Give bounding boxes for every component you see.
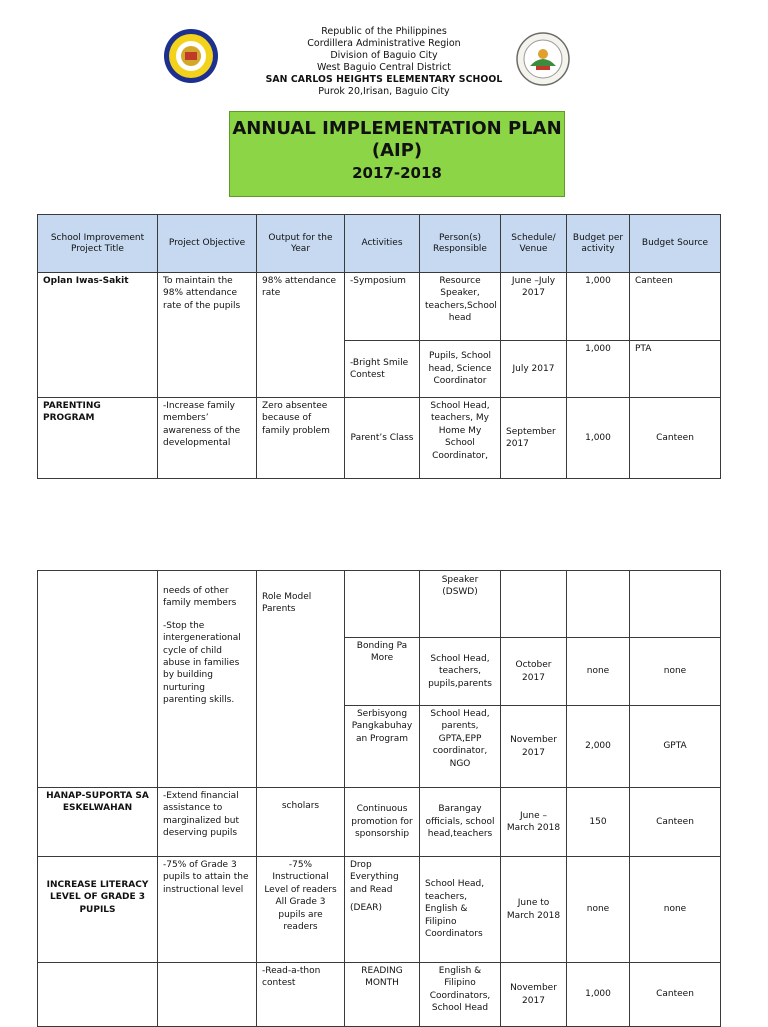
source-cell: Canteen (630, 398, 721, 479)
output-cell: Zero absentee because of family problem (257, 398, 345, 479)
source-cell: none (630, 857, 721, 963)
budget-cell (567, 571, 630, 638)
budget-cell: 150 (567, 788, 630, 857)
activity-cell (345, 857, 420, 963)
col-header-project-title: School Improvement Project Title (38, 215, 158, 273)
document-subtitle: (AIP) (371, 140, 423, 161)
project-title-cell: Oplan Iwas-Sakit (38, 273, 158, 398)
schedule-cell: November 2017 (501, 706, 567, 788)
objective-cell (158, 571, 257, 788)
table-row (38, 571, 721, 638)
col-header-schedule: Schedule/ Venue (501, 215, 567, 273)
project-title-cell (38, 571, 158, 788)
output-cell: -75% Instructional Level of readers All Grade 3 pupils are readers (257, 857, 345, 963)
school-address: Purok 20,Irisan, Baguio City (318, 86, 450, 97)
schedule-cell: November 2017 (501, 963, 567, 1027)
objective-cell: To maintain the 98% attendance rate of the pupils (158, 273, 257, 398)
output-cell: Role Model Parents (257, 571, 345, 788)
source-cell: Canteen (630, 788, 721, 857)
schedule-cell: June to March 2018 (501, 857, 567, 963)
persons-cell: School Head, parents, GPTA,EPP coordinator, NGO (420, 706, 501, 788)
col-header-persons: Person(s) Responsible (420, 215, 501, 273)
project-title-cell: PARENTING PROGRAM (38, 398, 158, 479)
budget-cell: 1,000 (567, 963, 630, 1027)
aip-table-page2 (37, 570, 721, 1027)
budget-cell: 1,000 (567, 398, 630, 479)
project-title-cell: HANAP-SUPORTA SA ESKELWAHAN (38, 788, 158, 857)
table-row (38, 273, 721, 341)
table-row (38, 398, 721, 479)
schedule-cell: June – March 2018 (501, 788, 567, 857)
school-name: SAN CARLOS HEIGHTS ELEMENTARY SCHOOL (265, 74, 503, 85)
persons-cell: School Head, teachers, pupils,parents (420, 638, 501, 706)
activity-text: Drop Everything and Read (350, 860, 399, 895)
col-header-source: Budget Source (630, 215, 721, 273)
header-line-1: Republic of the Philippines (321, 26, 447, 37)
output-cell: 98% attendance rate (257, 273, 345, 398)
activity-cell: -Bright Smile Contest (345, 341, 420, 398)
table-row (38, 788, 721, 857)
persons-cell: Barangay officials, school head,teachers (420, 788, 501, 857)
title-box (229, 111, 565, 197)
table-row (38, 963, 721, 1027)
source-cell: Canteen (630, 963, 721, 1027)
col-header-budget: Budget per activity (567, 215, 630, 273)
header-line-3: Division of Baguio City (330, 50, 438, 61)
header-line-4: West Baguio Central District (317, 62, 451, 73)
schedule-cell: July 2017 (501, 341, 567, 398)
project-title-cell: INCREASE LITERACY LEVEL OF GRADE 3 PUPILS (38, 857, 158, 963)
persons-cell: Speaker (DSWD) (420, 571, 501, 638)
activity-cell: Continuous promotion for sponsorship (345, 788, 420, 857)
output-cell: scholars (257, 788, 345, 857)
budget-cell: none (567, 857, 630, 963)
budget-cell: 1,000 (567, 341, 630, 398)
schedule-cell (501, 571, 567, 638)
document-year: 2017-2018 (352, 164, 442, 182)
objective-text: needs of other family members (163, 586, 237, 609)
col-header-activities: Activities (345, 215, 420, 273)
header-line-2: Cordillera Administrative Region (307, 38, 461, 49)
source-cell: GPTA (630, 706, 721, 788)
activity-cell: -Symposium (345, 273, 420, 341)
project-title-cell (38, 963, 158, 1027)
objective-cell (158, 963, 257, 1027)
activity-cell: Bonding Pa More (345, 638, 420, 706)
objective-cell: -75% of Grade 3 pupils to attain the instructional level (158, 857, 257, 963)
activity-cell (345, 571, 420, 638)
schedule-cell: September 2017 (501, 398, 567, 479)
source-cell (630, 571, 721, 638)
activity-text: (DEAR) (350, 903, 383, 914)
col-header-output: Output for the Year (257, 215, 345, 273)
schedule-cell: October 2017 (501, 638, 567, 706)
col-header-objective: Project Objective (158, 215, 257, 273)
source-cell: none (630, 638, 721, 706)
budget-cell: 1,000 (567, 273, 630, 341)
persons-cell: School Head, teachers, My Home My School Coordinator, (420, 398, 501, 479)
objective-cell: -Extend financial assistance to marginalized but deserving pupils (158, 788, 257, 857)
source-cell: Canteen (630, 273, 721, 341)
source-cell: PTA (630, 341, 721, 398)
budget-cell: none (567, 638, 630, 706)
activity-cell: Serbisyong Pangkabuhay an Program (345, 706, 420, 788)
objective-text: -Stop the intergenerational cycle of child abuse in families by building nurturing parenting skills. (163, 620, 241, 706)
persons-cell: English & Filipino Coordinators, School Head (420, 963, 501, 1027)
document-title: ANNUAL IMPLEMENTATION PLAN (232, 118, 562, 139)
table-row (38, 857, 721, 963)
persons-cell: Resource Speaker, teachers,School head (420, 273, 501, 341)
activity-cell: Parent’s Class (345, 398, 420, 479)
persons-cell: School Head, teachers, English & Filipino Coordinators (420, 857, 501, 963)
output-cell: -Read-a-thon contest (257, 963, 345, 1027)
schedule-cell: June –July 2017 (501, 273, 567, 341)
budget-cell: 2,000 (567, 706, 630, 788)
aip-table-page1 (37, 214, 721, 479)
activity-cell: READING MONTH (345, 963, 420, 1027)
persons-cell: Pupils, School head, Science Coordinator (420, 341, 501, 398)
objective-cell: -Increase family members’ awareness of the developmental (158, 398, 257, 479)
deped-seal-logo (163, 28, 219, 84)
table-header-row (38, 215, 721, 273)
